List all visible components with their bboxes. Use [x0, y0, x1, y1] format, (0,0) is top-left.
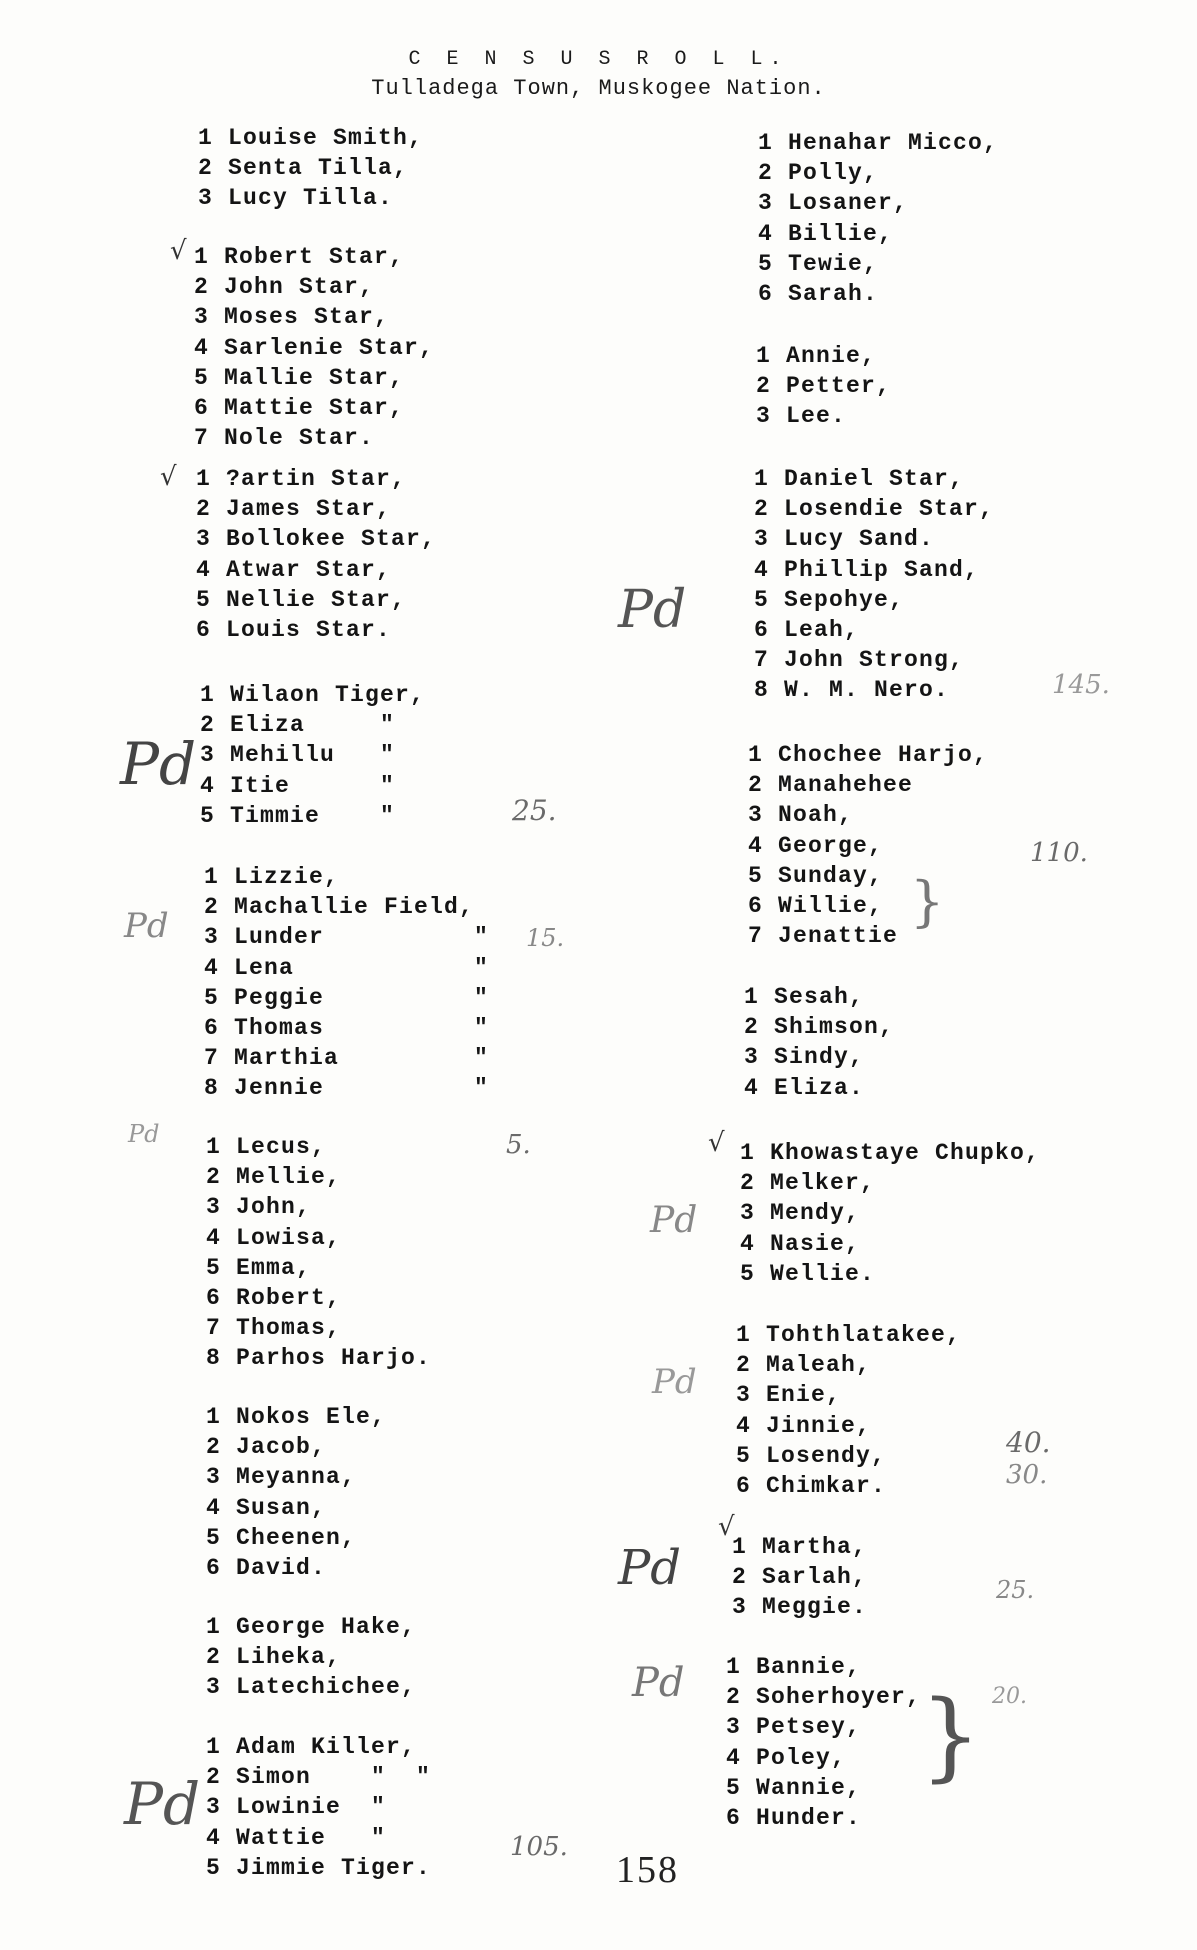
- census-entry: 4 Phillip Sand,: [754, 556, 980, 583]
- handwritten-amount: 105.: [510, 1832, 568, 1862]
- census-entry: 6 Mattie Star,: [194, 394, 405, 421]
- family-group: [732, 1532, 867, 1623]
- census-entry: 6 Sarah.: [758, 280, 879, 307]
- handwritten-pd-mark: Pd: [632, 1660, 685, 1706]
- census-entry: 6 Willie,: [748, 892, 884, 919]
- census-entry: 6 Leah,: [754, 616, 860, 643]
- census-entry: 3 Moses Star,: [194, 304, 390, 331]
- family-group: [740, 1138, 1040, 1289]
- census-entry: 1 Khowastaye Chupko,: [740, 1140, 1041, 1166]
- family-group: [206, 1132, 431, 1374]
- handwritten-pd-mark: Pd: [618, 1540, 682, 1596]
- census-entry: 7 John Strong,: [754, 647, 965, 674]
- family-group: [756, 341, 891, 432]
- handwritten-amount: 5.: [506, 1130, 531, 1160]
- handwritten-amount: 25.: [512, 794, 557, 827]
- handwritten-pd-mark: Pd: [124, 1770, 201, 1838]
- census-entry: 2 Machallie Field,: [204, 894, 475, 921]
- handwritten-pd-mark: Pd: [652, 1362, 697, 1402]
- census-entry: 1 Chochee Harjo,: [748, 742, 989, 768]
- census-entry: 5 Wannie,: [726, 1774, 862, 1801]
- census-entry: 3 John,: [206, 1194, 312, 1221]
- census-entry: 2 Polly,: [758, 160, 879, 187]
- census-entry: 2 James Star,: [196, 496, 392, 523]
- census-entry: 3 Lunder ": [204, 924, 490, 951]
- census-entry: 5 Emma,: [206, 1254, 312, 1281]
- census-entry: 2 Maleah,: [736, 1352, 872, 1379]
- census-entry: 2 Losendie Star,: [754, 496, 995, 523]
- census-entry: 3 Sindy,: [744, 1044, 865, 1071]
- census-entry: 4 Susan,: [206, 1494, 327, 1521]
- census-entry: 4 George,: [748, 832, 884, 859]
- handwritten-amount: 145.: [1052, 670, 1110, 700]
- census-entry: 1 Tohthlatakee,: [736, 1322, 962, 1348]
- census-entry: 4 Billie,: [758, 220, 894, 247]
- census-entry: 1 Nokos Ele,: [206, 1404, 387, 1430]
- family-group: [206, 1612, 416, 1703]
- handwritten-brace: }: [920, 1680, 982, 1792]
- census-entry: 2 Eliza ": [200, 712, 396, 739]
- census-entry: 2 Manahehee: [748, 772, 914, 799]
- census-entry: 5 Sunday,: [748, 862, 884, 889]
- census-entry: 4 Eliza.: [744, 1074, 865, 1101]
- census-entry: 1 Martha,: [732, 1534, 868, 1560]
- census-entry: 1 ?artin Star,: [196, 466, 407, 492]
- family-group: [754, 464, 994, 706]
- census-entry: 2 Jacob,: [206, 1434, 327, 1461]
- handwritten-amount: 110.: [1030, 838, 1088, 868]
- handwritten-pd-mark: Pd: [650, 1200, 698, 1241]
- census-entry: 1 Daniel Star,: [754, 466, 965, 492]
- family-group: [196, 464, 436, 645]
- census-entry: 5 Sepohye,: [754, 586, 905, 613]
- census-entry: 5 Losendy,: [736, 1442, 887, 1469]
- page-number: 158: [616, 1849, 679, 1891]
- census-entry: 2 Melker,: [740, 1170, 876, 1197]
- census-entry: 4 Jinnie,: [736, 1412, 872, 1439]
- family-group: [204, 862, 489, 1104]
- census-entry: 2 Liheka,: [206, 1644, 342, 1671]
- census-entry: 7 Nole Star.: [194, 425, 375, 452]
- census-entry: 7 Thomas,: [206, 1315, 342, 1342]
- handwritten-pd-mark: Pd: [120, 730, 197, 798]
- family-group: [758, 128, 998, 309]
- census-entry: 1 Lecus,: [206, 1134, 327, 1160]
- census-entry: 7 Jenattie: [748, 923, 899, 950]
- family-group: [736, 1320, 961, 1501]
- census-entry: 6 Chimkar.: [736, 1472, 887, 1499]
- census-entry: 6 David.: [206, 1554, 327, 1581]
- check-mark-icon: √: [708, 1128, 725, 1158]
- handwritten-pd-mark: Pd: [618, 580, 687, 640]
- handwritten-amount: 15.: [526, 924, 565, 952]
- roll-title: C E N S U S R O L L.: [408, 48, 789, 71]
- census-entry: 5 Timmie ": [200, 802, 396, 829]
- census-entry: 6 Thomas ": [204, 1014, 490, 1041]
- census-entry: 3 Meyanna,: [206, 1464, 357, 1491]
- census-entry: 3 Mendy,: [740, 1200, 861, 1227]
- census-entry: 2 Senta Tilla,: [198, 155, 409, 182]
- census-entry: 1 Annie,: [756, 343, 877, 369]
- census-entry: 5 Nellie Star,: [196, 586, 407, 613]
- family-group: [200, 680, 425, 831]
- census-entry: 1 Sesah,: [744, 984, 865, 1010]
- census-entry: 7 Marthia ": [204, 1045, 490, 1072]
- family-group: [206, 1732, 431, 1883]
- census-entry: 5 Peggie ": [204, 984, 490, 1011]
- census-entry: 2 Petter,: [756, 373, 892, 400]
- family-group: [198, 123, 423, 214]
- census-entry: 4 Itie ": [200, 772, 396, 799]
- census-entry: 3 Lowinie ": [206, 1794, 387, 1821]
- handwritten-brace: }: [910, 870, 945, 933]
- census-entry: 1 Robert Star,: [194, 244, 405, 270]
- family-group: [748, 740, 988, 951]
- census-entry: 2 Soherhoyer,: [726, 1684, 922, 1711]
- census-entry: 4 Lena ": [204, 954, 490, 981]
- census-entry: 4 Sarlenie Star,: [194, 334, 435, 361]
- census-entry: 4 Wattie ": [206, 1824, 387, 1851]
- family-group: [206, 1402, 386, 1583]
- check-mark-icon: √: [718, 1512, 735, 1542]
- census-entry: 1 Henahar Micco,: [758, 130, 999, 156]
- census-entry: 4 Lowisa,: [206, 1224, 342, 1251]
- census-entry: 1 Louise Smith,: [198, 125, 424, 151]
- census-entry: 3 Petsey,: [726, 1714, 862, 1741]
- check-mark-icon: √: [160, 462, 177, 492]
- handwritten-pd-mark: Pd: [128, 1120, 160, 1148]
- census-entry: 5 Wellie.: [740, 1260, 876, 1287]
- census-entry: 4 Atwar Star,: [196, 556, 392, 583]
- census-entry: 6 Louis Star.: [196, 616, 392, 643]
- family-group: [726, 1652, 921, 1833]
- census-entry: 3 Lee.: [756, 403, 847, 430]
- census-entry: 5 Jimmie Tiger.: [206, 1854, 432, 1881]
- roll-subtitle: Tulladega Town, Muskogee Nation.: [371, 76, 826, 101]
- census-entry: 3 Mehillu ": [200, 742, 396, 769]
- census-entry: 3 Losaner,: [758, 190, 909, 217]
- census-entry: 3 Enie,: [736, 1382, 842, 1409]
- census-entry: 2 John Star,: [194, 274, 375, 301]
- census-entry: 4 Nasie,: [740, 1230, 861, 1257]
- census-entry: 4 Poley,: [726, 1744, 847, 1771]
- census-entry: 1 Wilaon Tiger,: [200, 682, 426, 708]
- census-entry: 2 Sarlah,: [732, 1564, 868, 1591]
- census-entry: 5 Cheenen,: [206, 1524, 357, 1551]
- census-entry: 3 Lucy Tilla.: [198, 185, 394, 212]
- census-entry: 6 Hunder.: [726, 1804, 862, 1831]
- census-entry: 2 Simon " ": [206, 1764, 432, 1791]
- handwritten-amount: 25.: [996, 1576, 1035, 1604]
- census-entry: 3 Lucy Sand.: [754, 526, 935, 553]
- census-entry: 8 Parhos Harjo.: [206, 1345, 432, 1372]
- census-entry: 1 Bannie,: [726, 1654, 862, 1680]
- family-group: [194, 242, 434, 453]
- census-entry: 1 Lizzie,: [204, 864, 340, 890]
- census-entry: 8 W. M. Nero.: [754, 677, 950, 704]
- handwritten-amount: 30.: [1006, 1460, 1048, 1490]
- census-entry: 5 Mallie Star,: [194, 364, 405, 391]
- check-mark-icon: √: [170, 236, 187, 266]
- census-entry: 3 Noah,: [748, 802, 854, 829]
- census-entry: 5 Tewie,: [758, 250, 879, 277]
- census-entry: 3 Latechichee,: [206, 1674, 417, 1701]
- census-entry: 3 Meggie.: [732, 1594, 868, 1621]
- census-entry: 8 Jennie ": [204, 1075, 490, 1102]
- census-entry: 6 Robert,: [206, 1284, 342, 1311]
- handwritten-amount: 40.: [1006, 1426, 1051, 1459]
- handwritten-pd-mark: Pd: [124, 906, 169, 946]
- family-group: [744, 982, 894, 1103]
- census-entry: 1 George Hake,: [206, 1614, 417, 1640]
- census-entry: 2 Shimson,: [744, 1014, 895, 1041]
- census-entry: 1 Adam Killer,: [206, 1734, 417, 1760]
- census-entry: 2 Mellie,: [206, 1164, 342, 1191]
- census-entry: 3 Bollokee Star,: [196, 526, 437, 553]
- handwritten-amount: 20.: [992, 1684, 1027, 1709]
